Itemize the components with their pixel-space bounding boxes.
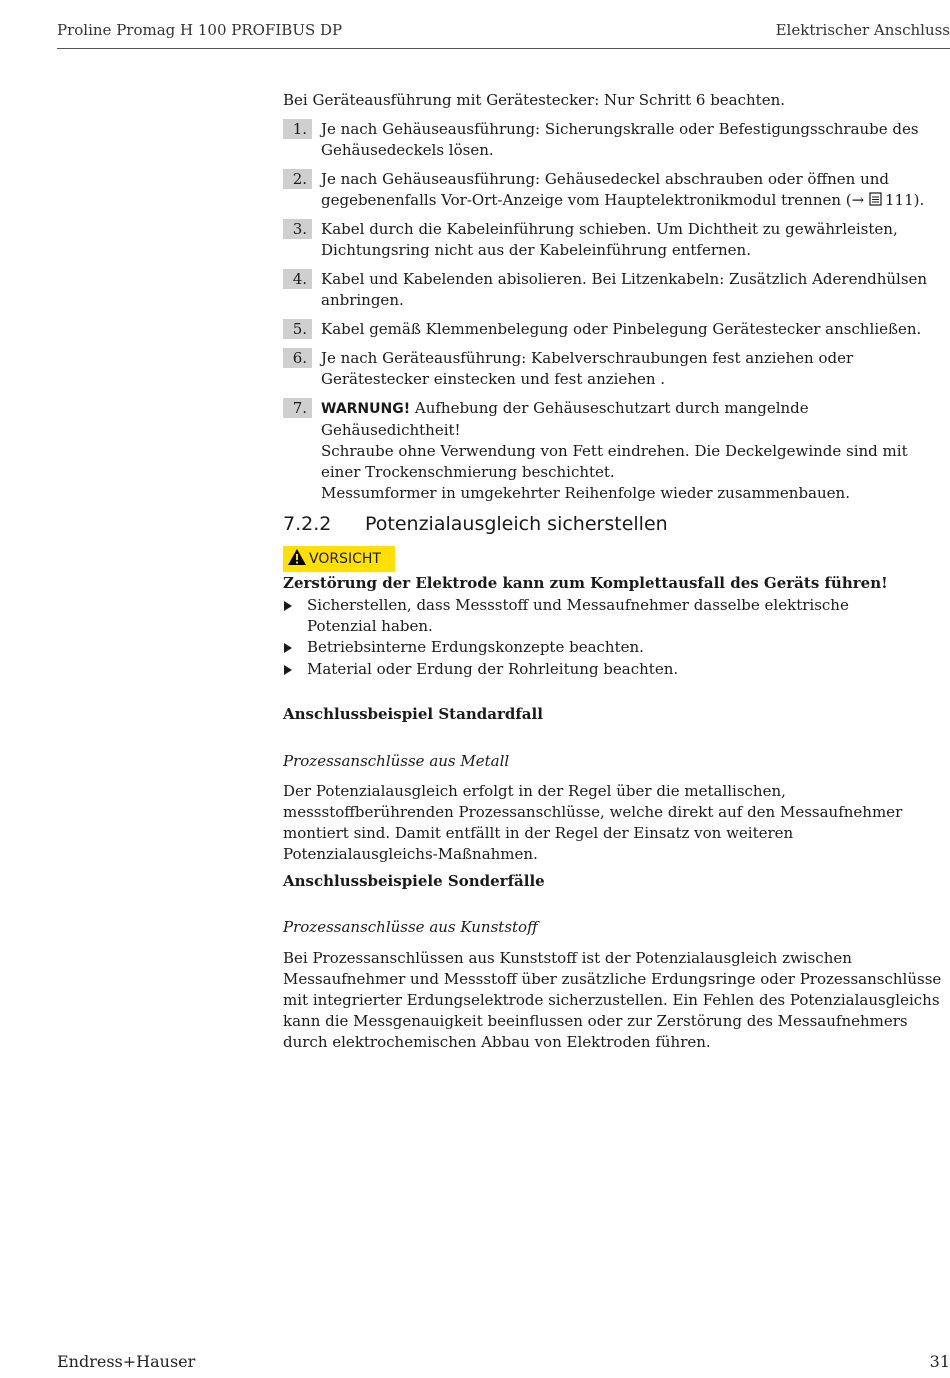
step-text [321,398,950,504]
caution-badge [283,546,395,572]
step-text-part: Je nach Gehäuseausführung: Gehäusedeckel abschrauben oder öffnen und gegebenenfalls Vor-Ort-Anzeige vom Hauptelektronikmodul trennen (→ [321,170,890,209]
step-text: Kabel durch die Kabeleinführung schieben. Um Dichtheit zu gewährleisten, Dichtungsring nicht aus der Kabeleinführung entfernen. [321,220,898,259]
header-document-title: Proline Promag H 100 PROFIBUS DP [57,21,343,39]
step-item [283,269,950,311]
step-item [283,319,950,340]
step-text [321,169,950,211]
section-title: Potenzialausgleich sicherstellen [365,513,668,535]
step-item [283,219,950,261]
standard-heading: Anschlussbeispiel Standardfall [283,705,543,723]
step-number: 1. [283,119,312,139]
list-item [283,659,923,681]
section-number: 7.2.2 [283,513,332,535]
bullet-text: Material oder Erdung der Rohrleitung beachten. [307,660,679,678]
intro-text: Bei Geräteausführung mit Gerätestecker: Nur Schritt 6 beachten. [283,91,786,109]
bullet-text: Betriebsinterne Erdungskonzepte beachten. [307,638,644,656]
caution-bullet-list [283,595,923,681]
header-rule [57,48,950,49]
special-subheading: Prozessanschlüsse aus Kunststoff [283,918,538,936]
page-ref-number: 111 [885,191,914,209]
footer-brand: Endress+Hauser [57,1352,196,1371]
step-text-part: ). [913,191,925,209]
page-number: 31 [929,1352,950,1371]
step-number: 6. [283,348,312,368]
caution-heading: Zerstörung der Elektrode kann zum Komplettausfall des Geräts führen! [283,574,888,592]
step-text: Kabel und Kabelenden abisolieren. Bei Litzenkabeln: Zusätzlich Aderendhülsen anbringen. [321,270,928,309]
list-item [283,637,923,659]
warning-triangle-icon [287,548,307,566]
list-item [283,595,923,637]
step-item [283,348,950,390]
step-result: Messumformer in umgekehrter Reihenfolge wieder zusammenbauen. [321,484,850,502]
step-list [283,119,950,512]
step-number: 7. [283,398,312,418]
document-icon [869,192,882,206]
section-heading [283,513,668,535]
standard-paragraph: Der Potenzialausgleich erfolgt in der Regel über die metallischen, messstoffberührenden Prozessanschlüsse, welche direkt auf den Messaufnehmer montiert sind. Damit entfällt in der Regel der Einsatz von weiteren Potenzialausgleichs-Maßnahmen. [283,782,903,863]
special-paragraph: Bei Prozessanschlüssen aus Kunststoff ist der Potenzialausgleich zwischen Messaufnehmer und Messstoff über zusätzliche Erdungsringe oder Prozessanschlüsse mit integrierter Erdungselektrode sicherzustellen. Ein Fehlen des Potenzialausgleichs kann die Messgenauigkeit beeinflussen oder zur Zerstörung des Messaufnehmers durch elektrochemischen Abbau von Elektroden führen. [283,949,942,1051]
step-item [283,119,950,161]
step-number: 2. [283,169,312,189]
step-text: Kabel gemäß Klemmenbelegung oder Pinbelegung Gerätestecker anschließen. [321,320,922,338]
page-ref-link[interactable] [869,191,914,209]
bullet-text: Sicherstellen, dass Messstoff und Messaufnehmer dasselbe elektrische Potenzial haben. [307,596,849,635]
bullet-triangle-icon [283,601,292,611]
bullet-triangle-icon [283,665,292,675]
header-chapter-title: Elektrischer Anschluss [775,21,950,39]
step-item [283,398,950,504]
warning-label: WARNUNG! [321,401,411,417]
step-item [283,169,950,211]
step-number: 5. [283,319,312,339]
standard-subheading: Prozessanschlüsse aus Metall [283,752,510,770]
step-text: Je nach Geräteausführung: Kabelverschraubungen fest anziehen oder Gerätestecker einstecken und fest anziehen . [321,349,854,388]
step-number: 4. [283,269,312,289]
step-note: Schraube ohne Verwendung von Fett eindrehen. Die Deckelgewinde sind mit einer Trockenschmierung beschichtet. [321,442,908,481]
caution-label: VORSICHT [309,551,381,567]
warning-text: Aufhebung der Gehäuseschutzart durch mangelnde Gehäusedichtheit! [321,399,809,439]
bullet-triangle-icon [283,643,292,653]
step-number: 3. [283,219,312,239]
step-text: Je nach Gehäuseausführung: Sicherungskralle oder Befestigungsschraube des Gehäusedeckels lösen. [321,120,919,159]
special-heading: Anschlussbeispiele Sonderfälle [283,872,545,890]
